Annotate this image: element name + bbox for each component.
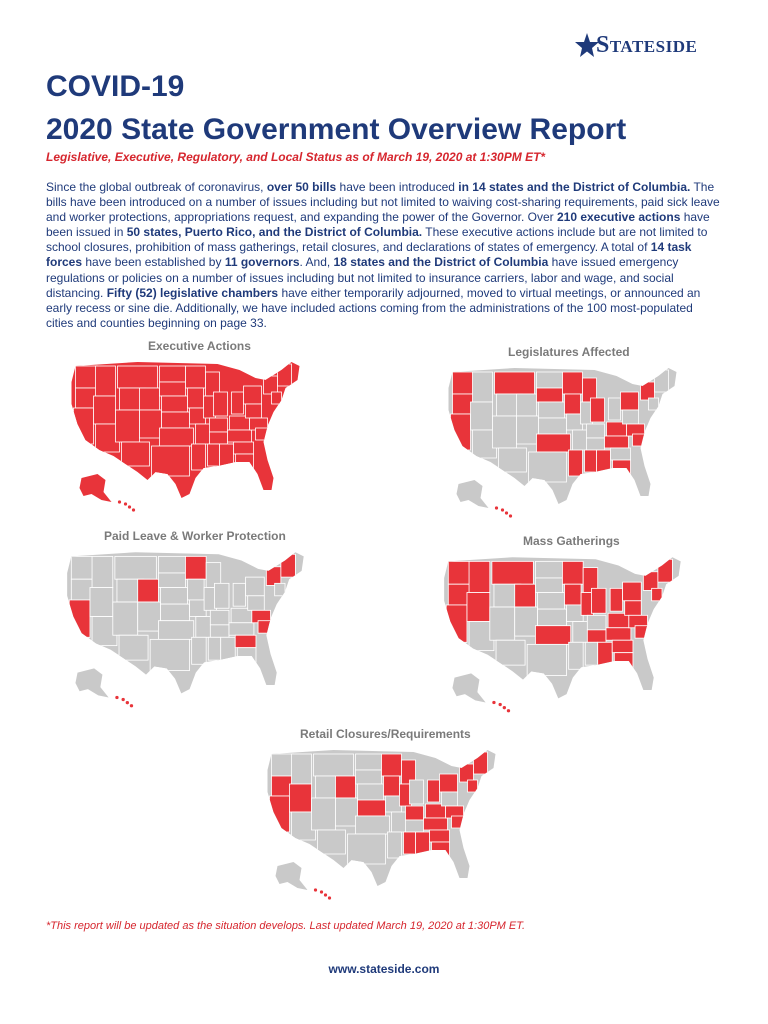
- state-region: [537, 434, 571, 452]
- map-title-executive-actions: Executive Actions: [148, 339, 251, 353]
- state-region: [158, 556, 185, 573]
- state-region: [186, 366, 206, 388]
- state-region: [318, 830, 346, 854]
- state-region: [451, 414, 471, 450]
- state-region: [499, 448, 527, 472]
- state-region: [384, 776, 400, 796]
- hawaii-island: [499, 703, 502, 706]
- state-region: [158, 621, 193, 640]
- map-title-retail-closures: Retail Closures/Requirements: [300, 727, 471, 741]
- state-region: [140, 388, 160, 410]
- us-map-legislatures-affected: [437, 362, 692, 522]
- intro-highlight: 18 states and the District of Columbia: [333, 255, 549, 270]
- intro-highlight: Fifty (52) legislative chambers: [106, 285, 279, 300]
- alaska-shape: [457, 480, 489, 508]
- state-region: [229, 623, 254, 635]
- state-region: [90, 588, 113, 617]
- state-region: [122, 442, 150, 466]
- state-region: [538, 609, 567, 626]
- state-region: [539, 418, 567, 434]
- state-region: [140, 410, 162, 438]
- state-region: [138, 602, 161, 631]
- us-map-executive-actions: [60, 356, 315, 516]
- state-region: [424, 818, 448, 830]
- us-map-mass-gatherings: [437, 551, 692, 717]
- state-region: [609, 398, 621, 420]
- intro-text: have issued emergency regulations or policies on a number of issues including but not limited to insurance carriers, labor and wage, and social distancing.: [46, 255, 679, 300]
- state-region: [382, 754, 402, 776]
- state-region: [290, 784, 312, 812]
- state-region: [160, 428, 194, 446]
- hawaii-island: [132, 508, 135, 511]
- state-region: [567, 414, 583, 430]
- state-region: [336, 776, 356, 798]
- intro-text: have either temporarily adjourned, moved to virtual meetings, or announced an early recess or sine die. Additionally, we have included actions coming from the administrations of the 100 most-populated cities and counties beginning on page 33.: [46, 285, 701, 330]
- intro-text: These executive actions include but are not limited to school closures, prohibition of mass gatherings, retail closures, and declarations of states of emergency. A total of: [46, 225, 708, 255]
- state-region: [210, 432, 228, 444]
- state-region: [612, 640, 633, 652]
- intro-text: Since the global outbreak of coronavirus,: [46, 180, 267, 194]
- intro-paragraph: [46, 180, 722, 331]
- state-region: [406, 820, 424, 832]
- state-region: [264, 376, 278, 394]
- state-region: [162, 412, 190, 428]
- state-region: [490, 607, 515, 640]
- state-region: [244, 386, 262, 404]
- state-region: [517, 416, 539, 444]
- state-region: [538, 593, 565, 610]
- state-region: [266, 567, 281, 586]
- map-title-paid-leave: Paid Leave & Worker Protection: [104, 529, 286, 543]
- hawaii-island: [130, 704, 133, 707]
- state-region: [210, 625, 229, 637]
- state-region: [440, 774, 458, 792]
- state-region: [460, 764, 474, 782]
- hawaii-island: [128, 505, 131, 508]
- state-region: [214, 583, 229, 608]
- state-region: [585, 642, 597, 665]
- state-region: [539, 402, 565, 418]
- state-region: [158, 573, 185, 588]
- state-region: [591, 398, 605, 422]
- state-region: [652, 588, 662, 600]
- state-region: [220, 444, 234, 466]
- state-region: [161, 588, 188, 605]
- hawaii-island: [314, 888, 317, 891]
- state-region: [587, 424, 605, 438]
- state-region: [76, 366, 98, 388]
- hawaii-island: [118, 500, 121, 503]
- state-region: [356, 754, 382, 770]
- state-region: [248, 596, 265, 611]
- state-region: [96, 366, 116, 396]
- hawaii-island: [509, 514, 512, 517]
- state-region: [468, 780, 478, 792]
- state-region: [655, 370, 669, 392]
- state-region: [625, 601, 642, 616]
- state-region: [467, 593, 490, 622]
- state-region: [535, 626, 570, 645]
- hawaii-island: [501, 508, 504, 511]
- intro-text: have been introduced: [336, 180, 459, 194]
- state-region: [623, 410, 639, 424]
- state-region: [621, 392, 639, 410]
- state-region: [246, 577, 265, 596]
- state-region: [188, 388, 204, 408]
- state-region: [162, 396, 188, 412]
- state-region: [452, 816, 466, 828]
- state-region: [406, 806, 424, 820]
- state-region: [565, 584, 582, 605]
- state-region: [563, 372, 583, 394]
- state-region: [210, 610, 229, 625]
- page-subtitle-title: 2020 State Government Overview Report: [46, 113, 627, 146]
- state-region: [258, 621, 273, 633]
- hawaii-island: [324, 893, 327, 896]
- state-region: [515, 607, 538, 636]
- state-region: [388, 832, 402, 858]
- footnote: *This report will be updated as the situation develops. Last updated March 19, 2020 at 1:30PM ET.: [46, 920, 525, 932]
- hawaii-island: [507, 709, 510, 712]
- state-region: [474, 752, 488, 774]
- state-region: [74, 408, 94, 444]
- stateside-logo: [574, 30, 697, 60]
- intro-text: have been established by: [82, 255, 225, 270]
- state-region: [160, 382, 186, 396]
- state-region: [358, 784, 384, 800]
- state-region: [404, 832, 416, 854]
- intro-highlight: 50 states, Puerto Rico, and the District of Columbia.: [126, 225, 423, 240]
- hawaii-island: [328, 896, 331, 899]
- state-region: [356, 816, 390, 834]
- state-region: [471, 402, 493, 430]
- state-region: [492, 561, 534, 584]
- state-region: [633, 434, 647, 446]
- state-region: [517, 394, 537, 416]
- state-region: [188, 579, 205, 600]
- state-region: [190, 600, 207, 617]
- state-region: [234, 442, 254, 454]
- state-region: [113, 602, 138, 635]
- state-region: [430, 830, 450, 842]
- state-region: [469, 561, 490, 592]
- website-link[interactable]: www.stateside.com: [328, 962, 440, 976]
- state-region: [535, 578, 562, 593]
- state-region: [410, 780, 424, 804]
- hawaii-island: [505, 511, 508, 514]
- state-region: [236, 454, 254, 482]
- state-region: [272, 392, 282, 404]
- logo-text: Stateside: [596, 31, 698, 58]
- state-region: [573, 430, 589, 450]
- state-region: [228, 430, 252, 442]
- state-region: [185, 556, 206, 579]
- state-region: [278, 364, 292, 386]
- state-region: [442, 792, 458, 806]
- state-region: [115, 556, 157, 579]
- state-region: [232, 392, 244, 414]
- state-region: [649, 398, 659, 410]
- state-region: [613, 460, 631, 488]
- state-region: [246, 404, 262, 418]
- state-region: [208, 637, 220, 660]
- hawaii-island: [503, 706, 506, 709]
- state-region: [69, 600, 90, 637]
- state-region: [587, 630, 606, 642]
- state-region: [196, 617, 213, 638]
- hawaii-island: [122, 698, 125, 701]
- state-region: [605, 436, 629, 448]
- alaska-shape: [276, 862, 308, 890]
- state-region: [312, 798, 336, 830]
- state-region: [537, 372, 563, 388]
- state-region: [515, 584, 536, 607]
- state-region: [529, 452, 567, 482]
- hawaii-island: [115, 696, 118, 699]
- status-line: Legislative, Executive, Regulatory, and Local Status as of March 19, 2020 at 1:30PM ET*: [46, 150, 546, 164]
- state-region: [119, 635, 148, 660]
- state-region: [585, 450, 597, 472]
- state-region: [292, 754, 312, 784]
- intro-highlight: over 50 bills: [266, 180, 337, 194]
- map-title-mass-gatherings: Mass Gatherings: [523, 534, 620, 548]
- state-region: [208, 444, 220, 466]
- state-region: [150, 639, 189, 670]
- state-region: [275, 583, 285, 595]
- state-region: [635, 626, 650, 638]
- state-region: [606, 628, 631, 640]
- hawaii-island: [492, 701, 495, 704]
- state-region: [160, 366, 186, 382]
- intro-highlight: 14 task forces: [46, 240, 692, 270]
- hawaii-island: [126, 701, 129, 704]
- state-region: [446, 605, 467, 642]
- state-region: [233, 583, 245, 606]
- intro-text: have been issued in: [46, 210, 710, 240]
- state-region: [314, 754, 354, 776]
- state-region: [221, 637, 236, 660]
- alaska-shape: [75, 668, 108, 697]
- state-region: [496, 640, 525, 665]
- state-region: [210, 418, 228, 432]
- state-region: [614, 653, 633, 682]
- state-region: [641, 382, 655, 400]
- state-region: [432, 842, 450, 870]
- state-region: [473, 372, 493, 402]
- state-region: [138, 579, 159, 602]
- state-region: [623, 582, 642, 601]
- state-region: [192, 637, 207, 664]
- state-region: [92, 556, 113, 587]
- page-title: COVID-19: [46, 70, 185, 103]
- state-region: [161, 604, 190, 621]
- intro-text: The bills have been introduced on a number of issues including but not limited to waiving cost-sharing requirements, paid sick leave and worker protections, appropriations request, and expanding the power of the Governor. Over: [46, 180, 720, 225]
- alaska-shape: [80, 474, 112, 502]
- state-region: [527, 644, 566, 675]
- intro-highlight: 210 executive actions: [556, 210, 681, 225]
- state-region: [448, 561, 471, 584]
- state-region: [591, 588, 606, 613]
- state-region: [356, 770, 382, 784]
- state-region: [569, 450, 583, 476]
- us-map-paid-leave: [60, 546, 315, 712]
- state-region: [658, 559, 673, 582]
- hawaii-island: [124, 502, 127, 505]
- state-region: [237, 648, 256, 677]
- state-region: [71, 556, 94, 579]
- intro-text: . And,: [299, 255, 334, 270]
- hawaii-island: [495, 506, 498, 509]
- state-region: [535, 561, 562, 578]
- state-region: [587, 438, 605, 450]
- state-region: [428, 780, 440, 802]
- state-region: [336, 798, 358, 826]
- state-region: [118, 366, 158, 388]
- state-region: [272, 754, 294, 776]
- state-region: [94, 396, 116, 424]
- state-region: [587, 615, 606, 630]
- state-region: [152, 446, 190, 476]
- state-region: [214, 392, 228, 416]
- intro-highlight: in 14 states and the District of Columbia.: [458, 180, 691, 194]
- state-region: [565, 394, 581, 414]
- intro-highlight: 11 governors: [224, 255, 300, 270]
- state-region: [235, 635, 256, 647]
- state-region: [562, 561, 583, 584]
- state-region: [348, 834, 386, 864]
- map-title-legislatures-affected: Legislatures Affected: [508, 345, 630, 359]
- state-region: [116, 410, 140, 442]
- state-region: [598, 642, 613, 665]
- state-region: [495, 372, 535, 394]
- state-region: [611, 448, 631, 460]
- state-region: [610, 588, 622, 611]
- state-region: [567, 605, 584, 622]
- state-region: [358, 800, 386, 816]
- state-region: [569, 642, 584, 669]
- alaska-shape: [452, 673, 485, 702]
- state-region: [281, 554, 296, 577]
- state-region: [453, 372, 475, 394]
- us-map-retail-closures: [256, 744, 511, 904]
- state-region: [643, 572, 658, 591]
- state-region: [537, 388, 563, 402]
- state-region: [416, 832, 430, 854]
- state-region: [493, 416, 517, 448]
- state-region: [270, 796, 290, 832]
- state-region: [256, 428, 270, 440]
- state-region: [597, 450, 611, 472]
- hawaii-island: [320, 890, 323, 893]
- state-region: [192, 444, 206, 470]
